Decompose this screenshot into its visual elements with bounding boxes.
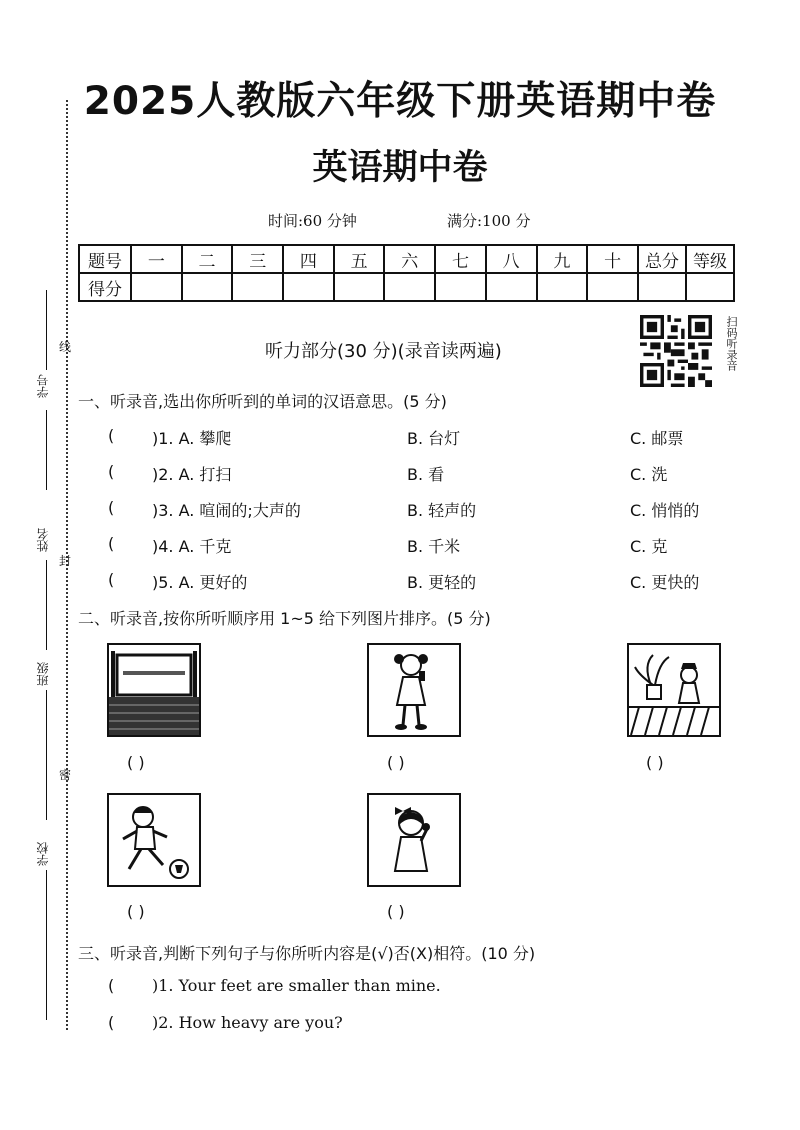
margin-underline	[46, 290, 47, 370]
margin-underline	[46, 560, 47, 650]
qr-code-icon[interactable]	[640, 315, 712, 387]
margin-mark-line: 线	[59, 340, 72, 354]
score-input-cell[interactable]	[232, 273, 283, 301]
margin-mark-secret: 密	[59, 768, 72, 782]
margin-underline	[46, 410, 47, 490]
girl-eating-picture	[367, 793, 461, 887]
answer-paren[interactable]: (	[108, 426, 115, 445]
score-input-cell[interactable]	[587, 273, 638, 301]
answer-paren[interactable]: (	[108, 1013, 115, 1032]
exam-full-score: 满分:100 分	[447, 212, 531, 230]
answer-paren[interactable]: (	[108, 534, 115, 553]
score-input-cell[interactable]	[638, 273, 686, 301]
margin-label-class: 班级	[36, 662, 50, 686]
option-c: C. 更快的	[630, 573, 700, 592]
picture-answer-blank[interactable]: ( )	[127, 753, 145, 772]
option-c: C. 克	[630, 537, 668, 556]
score-header-cell: 四	[283, 245, 334, 273]
margin-underline	[46, 870, 47, 1020]
picture-answer-blank[interactable]: ( )	[387, 902, 405, 921]
exam-subtitle: 英语期中卷	[312, 148, 488, 188]
score-header-cell: 一	[131, 245, 182, 273]
listening-section-header: 听力部分(30 分)(录音读两遍)	[265, 341, 502, 362]
picture-answer-blank[interactable]: ( )	[387, 753, 405, 772]
score-header-cell: 三	[232, 245, 283, 273]
picture-answer-blank[interactable]: ( )	[127, 902, 145, 921]
option-a: )3. A. 喧闹的;大声的	[152, 501, 301, 520]
score-input-cell[interactable]	[686, 273, 734, 301]
margin-underline	[46, 690, 47, 820]
score-header-cell: 题号	[79, 245, 131, 273]
score-input-cell[interactable]	[131, 273, 182, 301]
boy-football-picture	[107, 793, 201, 887]
option-b: B. 更轻的	[407, 573, 477, 592]
option-a: )1. A. 攀爬	[152, 429, 232, 448]
score-input-cell[interactable]	[435, 273, 486, 301]
option-a: )5. A. 更好的	[152, 573, 248, 592]
score-table	[78, 244, 735, 302]
exam-title: 2025人教版六年级下册英语期中卷	[83, 79, 717, 124]
score-header-cell: 九	[537, 245, 588, 273]
score-header-cell: 六	[384, 245, 435, 273]
score-table-header-row	[79, 245, 734, 273]
answer-paren[interactable]: (	[108, 976, 115, 995]
option-c: C. 悄悄的	[630, 501, 700, 520]
exam-time: 时间:60 分钟	[268, 212, 357, 230]
option-a: )2. A. 打扫	[152, 465, 232, 484]
score-header-cell: 总分	[638, 245, 686, 273]
judge-sentence: )2. How heavy are you?	[152, 1013, 343, 1032]
judge-sentence: )1. Your feet are smaller than mine.	[152, 976, 441, 995]
score-table-score-row	[79, 273, 734, 301]
score-input-cell[interactable]	[283, 273, 334, 301]
margin-label-name: 姓名	[36, 528, 50, 552]
option-b: B. 千米	[407, 537, 461, 556]
option-a: )4. A. 千克	[152, 537, 232, 556]
score-input-cell[interactable]	[334, 273, 385, 301]
score-header-cell: 等级	[686, 245, 734, 273]
score-header-cell: 七	[435, 245, 486, 273]
section1-title: 一、听录音,选出你所听到的单词的汉语意思。(5 分)	[78, 392, 447, 411]
score-header-cell: 五	[334, 245, 385, 273]
section3-title: 三、听录音,判断下列句子与你所听内容是(√)否(X)相符。(10 分)	[78, 944, 536, 963]
option-b: B. 看	[407, 465, 445, 484]
score-input-cell[interactable]	[182, 273, 233, 301]
score-input-cell[interactable]	[384, 273, 435, 301]
margin-label-school: 学校	[36, 842, 50, 866]
margin-label-student-number: 学号	[36, 374, 50, 398]
option-c: C. 邮票	[630, 429, 684, 448]
score-header-cell: 十	[587, 245, 638, 273]
score-row-label: 得分	[79, 273, 131, 301]
score-input-cell[interactable]	[537, 273, 588, 301]
margin-mark-seal: 封	[59, 554, 72, 568]
answer-paren[interactable]: (	[108, 462, 115, 481]
qr-caption: 扫码听录音	[725, 316, 738, 371]
girl-phone-picture	[367, 643, 461, 737]
option-b: B. 轻声的	[407, 501, 477, 520]
answer-paren[interactable]: (	[108, 498, 115, 517]
option-c: C. 洗	[630, 465, 668, 484]
cinema-screen-picture	[107, 643, 201, 737]
person-with-plant-picture	[627, 643, 721, 737]
answer-paren[interactable]: (	[108, 570, 115, 589]
score-header-cell: 八	[486, 245, 537, 273]
score-input-cell[interactable]	[486, 273, 537, 301]
score-header-cell: 二	[182, 245, 233, 273]
picture-answer-blank[interactable]: ( )	[646, 753, 664, 772]
section2-title: 二、听录音,按你所听顺序用 1~5 给下列图片排序。(5 分)	[78, 609, 491, 628]
option-b: B. 台灯	[407, 429, 461, 448]
